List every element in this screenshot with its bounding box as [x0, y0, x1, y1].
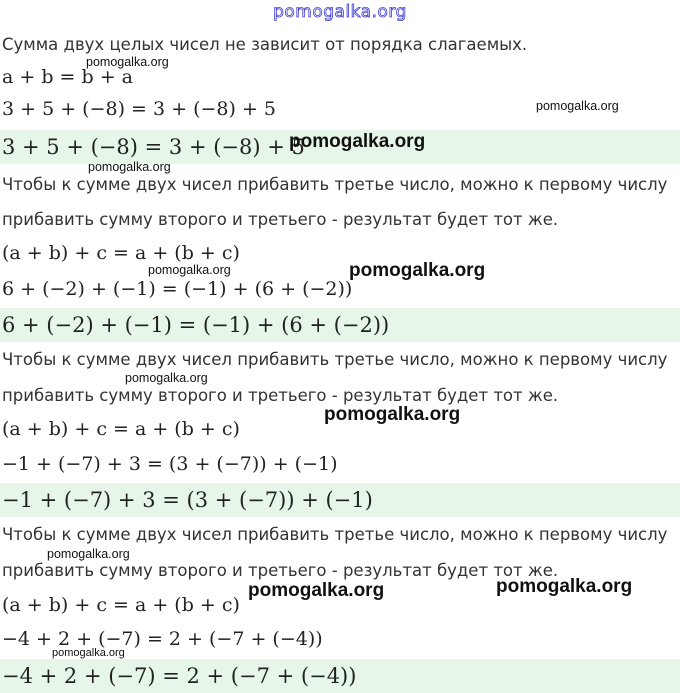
rule-text: Чтобы к сумме двух чисел прибавить третье число, можно к первому числу [2, 175, 668, 194]
formula-highlighted: −1 + (−7) + 3 = (3 + (−7)) + (−1) [0, 483, 680, 517]
watermark: pomogalka.org [289, 131, 426, 152]
formula: a + b = b + a [2, 66, 133, 88]
formula: 6 + (−2) + (−1) = (−1) + (6 + (−2)) [2, 278, 353, 300]
formula: 3 + 5 + (−8) = 3 + (−8) + 5 [2, 98, 277, 120]
formula-highlighted: 3 + 5 + (−8) = 3 + (−8) + 5 [0, 130, 680, 164]
watermark: pomogalka.org [324, 404, 461, 425]
formula: −1 + (−7) + 3 = (3 + (−7)) + (−1) [2, 453, 338, 475]
rule-text: прибавить сумму второго и третьего - результат будет тот же. [2, 210, 559, 229]
formula-highlighted: −4 + 2 + (−7) = 2 + (−7 + (−4)) [0, 659, 680, 693]
watermark: pomogalka.org [248, 580, 385, 601]
rule-text: Чтобы к сумме двух чисел прибавить третье число, можно к первому числу [2, 350, 668, 369]
rule-text: прибавить сумму второго и третьего - результат будет тот же. [2, 386, 559, 405]
formula: (a + b) + c = a + (b + c) [2, 594, 240, 616]
watermark: pomogalka.org [125, 371, 208, 385]
watermark: pomogalka.org [496, 576, 633, 597]
formula: (a + b) + c = a + (b + c) [2, 242, 240, 264]
site-logo[interactable]: pomogalka.org [273, 2, 407, 22]
formula-highlighted: 6 + (−2) + (−1) = (−1) + (6 + (−2)) [0, 308, 680, 342]
rule-text: Сумма двух целых чисел не зависит от порядка слагаемых. [2, 35, 528, 54]
watermark: pomogalka.org [148, 263, 231, 277]
watermark: pomogalka.org [536, 99, 619, 113]
watermark: pomogalka.org [52, 647, 125, 659]
watermark: pomogalka.org [349, 260, 486, 281]
formula: −4 + 2 + (−7) = 2 + (−7 + (−4)) [2, 628, 323, 650]
watermark: pomogalka.org [88, 160, 171, 174]
watermark: pomogalka.org [47, 547, 130, 561]
formula: (a + b) + c = a + (b + c) [2, 418, 240, 440]
rule-text: Чтобы к сумме двух чисел прибавить третье число, можно к первому числу [2, 525, 668, 544]
rule-text: прибавить сумму второго и третьего - результат будет тот же. [2, 561, 559, 580]
watermark: pomogalka.org [86, 55, 169, 69]
